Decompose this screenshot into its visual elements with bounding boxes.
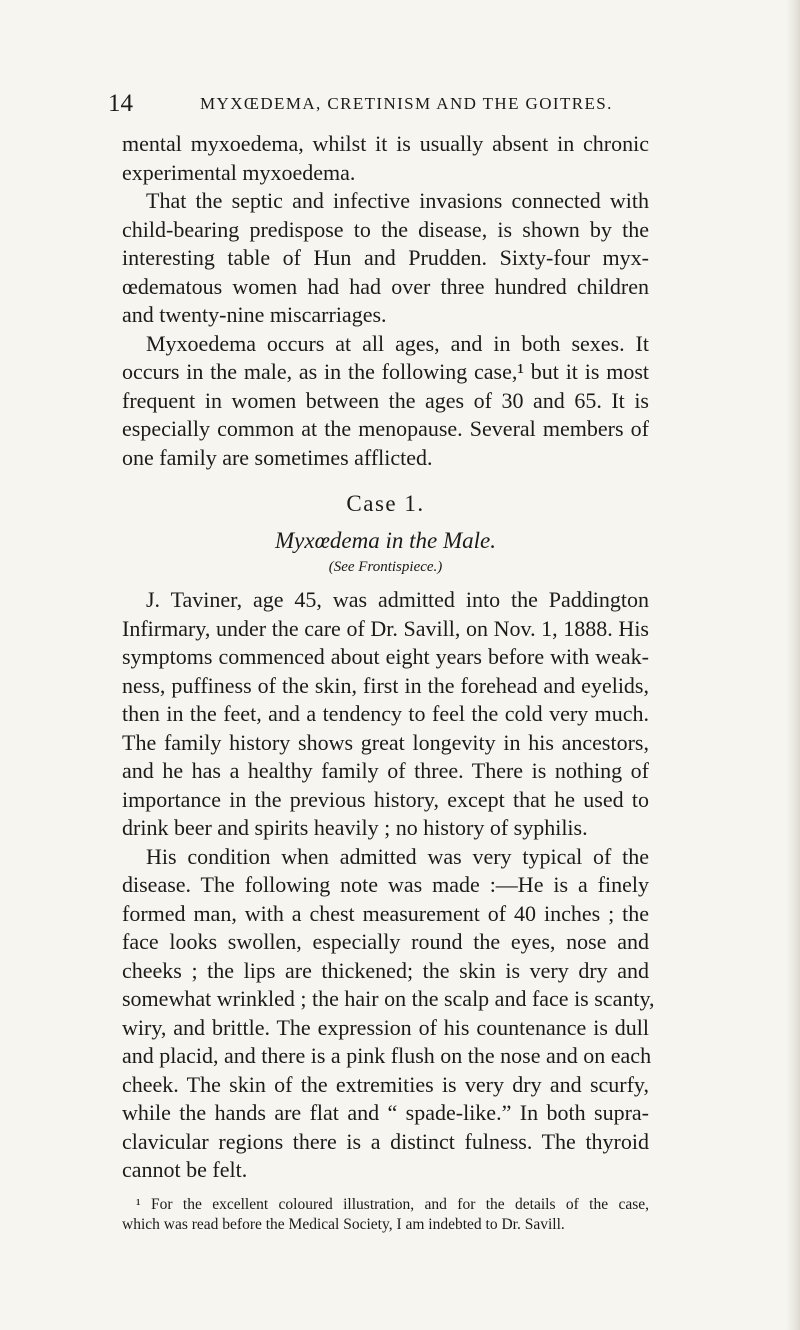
text-line: formed man, with a chest measurement of 40 inches ; the <box>122 900 649 926</box>
text-line: cheeks ; the lips are thickened; the skin is very dry and <box>122 957 649 983</box>
text-line: occurs in the male, as in the following case,¹ but it is most <box>122 359 649 384</box>
text-line: That the septic and infective invasions connected with <box>146 188 649 213</box>
running-title: MYXŒDEMA, CRETINISM AND THE GOITRES. <box>200 94 613 113</box>
case-subtitle: Myxœdema in the Male. <box>275 528 496 553</box>
footnote-line: which was read before the Medical Society, I am indebted to Dr. Savill. <box>122 1215 565 1233</box>
body-text <box>122 130 655 1235</box>
case-heading: Case 1. <box>346 491 425 516</box>
text-line: somewhat wrinkled ; the hair on the scalp and face is scanty, <box>122 986 655 1011</box>
running-head <box>108 86 653 122</box>
text-line: J. Taviner, age 45, was admitted into the Paddington <box>146 587 649 612</box>
text-line: disease. The following note was made :—He is a finely <box>122 872 649 897</box>
text-line: interesting table of Hun and Prudden. Sixty-four myx- <box>122 245 649 270</box>
text-line: Infirmary, under the care of Dr. Savill, on Nov. 1, 1888. His <box>122 615 649 641</box>
text-line: The family history shows great longevity in his ancestors, <box>122 729 649 755</box>
text-line: one family are sometimes afflicted. <box>122 444 433 470</box>
text-line: and twenty-nine miscarriages. <box>122 302 387 327</box>
text-line: ness, puffiness of the skin, first in the forehead and eyelids, <box>122 672 649 698</box>
text-line: face looks swollen, especially round the eyes, nose and <box>122 929 649 954</box>
text-line: drink beer and spirits heavily ; no history of syphilis. <box>122 815 588 840</box>
text-line: symptoms commenced about eight years before with weak- <box>122 644 649 669</box>
text-line: mental myxoedema, whilst it is usually absent in chronic <box>122 131 649 156</box>
text-line: experimental myxoedema. <box>122 159 356 185</box>
text-line: importance in the previous history, except that he used to <box>122 786 649 812</box>
text-line: œdematous women had had over three hundred children <box>122 273 649 299</box>
text-line: child-bearing predispose to the disease, is shown by the <box>122 216 649 242</box>
text-line: then in the feet, and a tendency to feel the cold very much. <box>122 701 649 726</box>
text-line: especially common at the menopause. Several members of <box>122 416 649 441</box>
case-note: (See Frontispiece.) <box>328 559 443 575</box>
text-line: clavicular regions there is a distinct fulness. The thyroid <box>122 1128 649 1154</box>
text-line: and placid, and there is a pink flush on the nose and on each <box>122 1043 652 1068</box>
text-line: cannot be felt. <box>122 1157 248 1182</box>
text-line: frequent in women between the ages of 30 and 65. It is <box>122 387 649 413</box>
text-line: cheek. The skin of the extremities is very dry and scurfy, <box>122 1071 649 1097</box>
page-edge-shadow <box>786 0 800 1330</box>
text-line: wiry, and brittle. The expression of his countenance is dull <box>122 1014 649 1040</box>
page-number: 14 <box>108 90 133 117</box>
text-line: and he has a healthy family of three. There is nothing of <box>122 758 649 783</box>
text-line: Myxoedema occurs at all ages, and in both sexes. It <box>146 330 649 356</box>
text-line: His condition when admitted was very typical of the <box>146 843 649 869</box>
text-line: while the hands are flat and “ spade-like.” In both supra- <box>122 1100 649 1125</box>
footnote-line: ¹ For the excellent coloured illustration, and for the details of the case, <box>136 1195 649 1213</box>
